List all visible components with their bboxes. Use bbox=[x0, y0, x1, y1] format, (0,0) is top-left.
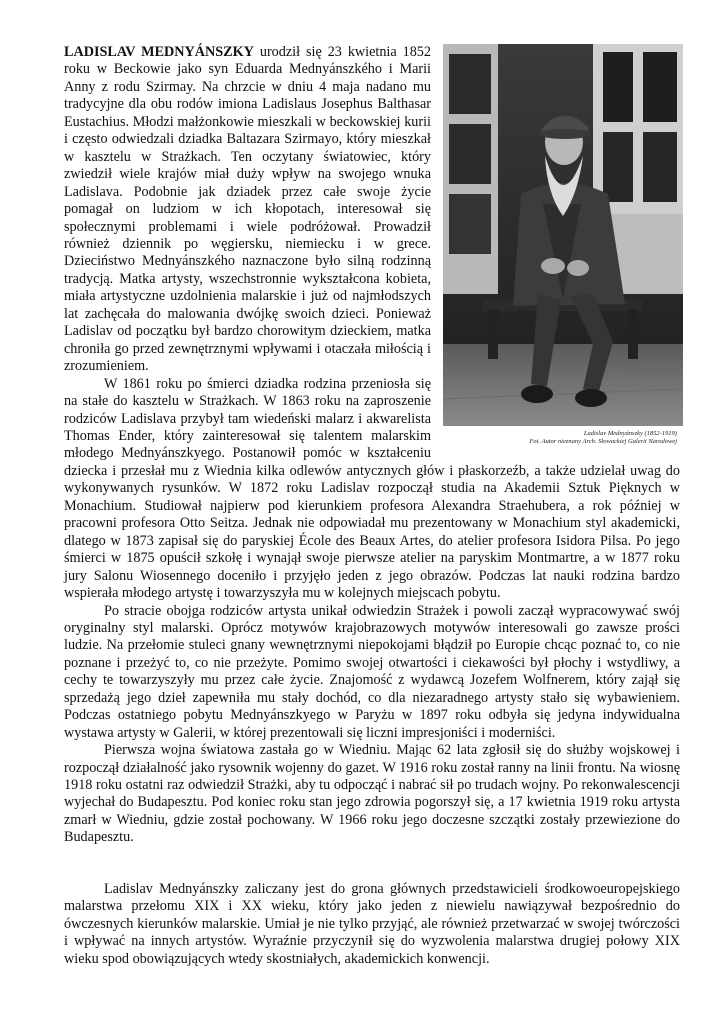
caption-title: Ladislav Mednyánszky (1852-1919) bbox=[583, 430, 677, 437]
section-gap bbox=[64, 847, 680, 881]
portrait-illustration bbox=[443, 44, 683, 426]
photo-caption bbox=[443, 430, 683, 446]
paragraph-legacy: Ladislav Mednyánszky zaliczany jest do grona głównych przedstawicieli środkowoeuropejskiego malarstwa przełomu XIX i XX wieku, który jako jeden z niewielu nawiązywał bezpośrednio do ówczesnych kierunków malarskie. Umiał je nie tylko przyjąć, ale również przetwarzać w swojej twórczości i wpływać na innych artystów. Wyraźnie przyczynił się do wyzwolenia malarstwa drugiej połowy XIX wieku spod obowiązujących wtedy skostniałych, akademickich konwencji. bbox=[64, 880, 680, 967]
paragraph-style: Po stracie obojga rodziców artysta unikał odwiedzin Strażek i powoli zaczął wypracowywać swój oryginalny styl malarski. Oprócz motywów krajobrazowych motywów interesowali go zawsze prości ludzie. Na przełomie stuleci gnany wewnętrznymi niepokojami błądził po Europie chcąc poznać to, co nie poznane i przeżyć to, co nie przeżyte. Pomimo swojej otwartości i ciekawości był płochy i wstydliwy, a cechy te towarzyszyły mu przez całe życie. Znajomość z wydawcą Jozefem Wolfnerem, który zajął się sprzedażą jego dzieł zapewniła mu stały dochód, co dla niezaradnego artysty stało się wybawieniem. Podczas ostatniego pobytu Mednyánszkyego w Paryżu w 1897 roku odbyła się jedyna indywidualna wystawa artysty w Galerii, w której prezentowali się liczni impresjoniści i moderniści. bbox=[64, 602, 680, 741]
paragraph-intro-text: urodził się 23 kwietnia 1852 roku w Beckowie jako syn Eduarda Mednyánszkého i Marii Anny z rodu Szirmay. Na chrzcie w dniu 4 maja nadano mu tradycyjne dla obu rodów imiona Ladislaus Josephus Balthasar Eustachius. Młodzi małżonkowie mieszkali w beckowskiej kurii i często odwiedzali dziadka Baltazara Szirmayo, który mieszkał w kasztelu w Strażkach. Ten oczytany światowiec, który zwiedził wiele krajów miał duży wpływ na swojego wnuka Ladislava. Podobnie jak dziadek przez całe swoje życie pomagał on ludziom w ich kłopotach, interesował się społecznymi problemami i wiele podróżował. Prowadził również dziennik po węgiersku, niemiecku i w grece. Dzieciństwo Mednyánszkého naznaczone było silną rodzinną tradycją. Matka artysty, wszechstronnie wykształcona kobieta, miała artystyczne uzdolnienia malarskie i już od najmłodszych lat zachęcała do malowania dwójkę swoich dzieci. Ponieważ Ladislav od początku był bardzo chorowitym dzieckiem, matka chroniła go przed zewnętrznymi wpływami i otaczała miłością i zrozumieniem. bbox=[64, 44, 431, 375]
caption-credit: Fot. Autor nieznany Arch. Słowackiej Galerii Narodowej bbox=[529, 438, 677, 445]
subject-name: LADISLAV MEDNYÁNSZKY bbox=[64, 44, 254, 60]
paragraph-education: W 1861 roku po śmierci dziadka rodzina przeniosła się na stałe do kasztelu w Strażkach. W 1863 roku na zaproszenie rodziców Ladislava przybył tam wiedeński malarz i akwarelista Thomas Ender, który zainteresował się talentem malarskim młodego Mednyánszkyego. Postanowił pomóc w kształceniu dziecka i przesłał mu z Wiednia kilka odlewów antycznych głów i płaskorzeźb, a także udzielał uwag do wykonywanych rysunków. W 1872 roku Ladislav rozpoczął studia na Akademii Sztuk Pięknych w Monachium. Studiował najpierw pod kierunkiem profesora Alexandra Straehubera, a rok później w pracowni profesora Otto Seitza. Jednak nie odpowiadał mu prezentowany w Monachium styl akademicki, dlatego w 1873 zapisał się do paryskiej École des Beaux Artes, do atelier profesora Isidora Pilsa. Po jego śmierci w 1875 opuścił szkołę i wynajął swoje pierwsze atelier na paryskim Montmartre, a w 1877 roku jury Salonu Wiosennego doceniło i przyjęło jeden z jego obrazów. Podczas lat nauki rodzina bardzo wspierała młodego artystę i towarzyszyła mu w kolejnych miejscach pobytu. bbox=[64, 375, 680, 602]
portrait-figure bbox=[443, 42, 683, 454]
portrait-photo bbox=[443, 44, 683, 426]
article-body bbox=[64, 44, 680, 968]
paragraph-war: Pierwsza wojna światowa zastała go w Wiedniu. Mając 62 lata zgłosił się do służby wojskowej i rozpoczął działalność jako rysownik wojenny do gazet. W 1916 roku został ranny na linii frontu. Na wiosnę 1918 roku ostatni raz odwiedził Strażki, aby tu odpocząć i nabrać sił po trudach wojny. Po rekonwalescencji wyjechał do Budapesztu. Pod koniec roku stan jego zdrowia pogorszył się, a 17 kwietnia 1919 roku artysta zmarł w Wiedniu, gdzie został pochowany. W 1966 roku jego doczesne szczątki zostały przewiezione do Budapesztu. bbox=[64, 742, 680, 846]
